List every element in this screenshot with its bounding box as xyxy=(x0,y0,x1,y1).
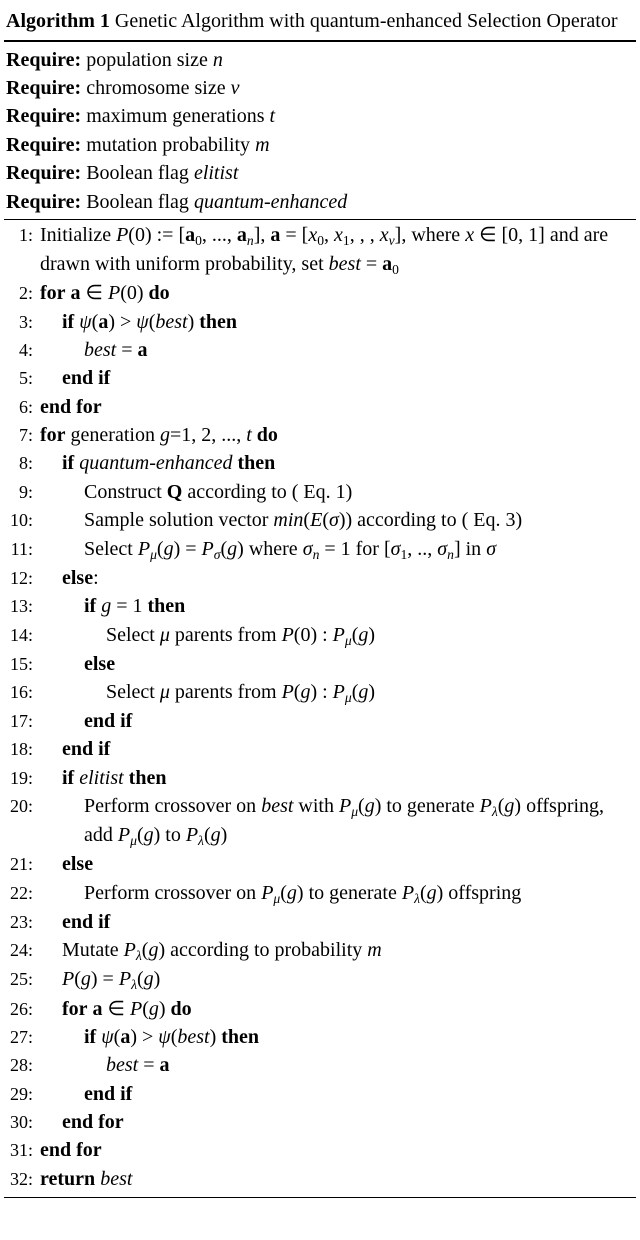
rule-bottom xyxy=(4,1197,636,1198)
algorithm-line xyxy=(6,506,634,534)
algorithm-line xyxy=(6,650,634,678)
line-number: 22: xyxy=(9,882,33,903)
algorithm-line xyxy=(6,764,634,792)
require-row xyxy=(6,188,634,216)
require-keyword: Require: xyxy=(6,76,82,99)
algorithm-line xyxy=(6,336,634,364)
line-number: 28: xyxy=(9,1055,33,1076)
algorithm-line xyxy=(6,965,634,994)
line-text: end if xyxy=(84,1082,133,1105)
line-number: 6: xyxy=(18,396,33,417)
algorithm-line xyxy=(6,936,634,965)
line-number: 25: xyxy=(9,969,33,990)
line-text: else xyxy=(62,853,94,876)
require-text: chromosome size v xyxy=(86,76,240,99)
line-text: return best xyxy=(40,1167,133,1190)
line-number: 19: xyxy=(9,767,33,788)
line-text: for a ∈ P(0) do xyxy=(40,282,170,305)
require-row xyxy=(6,102,634,130)
line-number: 7: xyxy=(18,425,33,446)
line-number: 16: xyxy=(9,682,33,702)
line-text: $P(g) = P_\lambda(g)$ xyxy=(62,968,161,993)
require-row xyxy=(6,131,634,159)
algorithm-line xyxy=(6,478,634,506)
line-number: 18: xyxy=(9,739,33,760)
line-text: best = a xyxy=(84,338,148,361)
line-text: end if xyxy=(84,710,133,733)
line-text: else xyxy=(84,652,116,675)
require-text: maximum generations t xyxy=(86,105,276,128)
line-number: 2: xyxy=(18,283,33,304)
require-text: population size n xyxy=(86,48,223,71)
require-keyword: Require: xyxy=(6,190,82,213)
algorithm-title xyxy=(4,6,636,40)
line-text: end for xyxy=(40,1139,102,1162)
algorithm-title-text: Genetic Algorithm with quantum-enhanced Selection Operator xyxy=(114,10,618,32)
algorithm-line xyxy=(6,393,634,421)
line-number: 15: xyxy=(9,653,33,674)
line-number: 9: xyxy=(18,481,33,502)
algorithm-line xyxy=(6,1108,634,1136)
line-number: 10: xyxy=(9,510,33,531)
algorithm-line xyxy=(6,1023,634,1051)
line-number: 14: xyxy=(9,624,33,645)
algorithm-line xyxy=(6,564,634,592)
algorithm-line xyxy=(6,707,634,735)
algorithm-line xyxy=(6,879,634,908)
line-number: 3: xyxy=(18,311,33,332)
line-number: 8: xyxy=(18,453,33,474)
line-number: 21: xyxy=(9,854,33,875)
require-keyword: Require: xyxy=(6,48,82,71)
line-text: end for xyxy=(62,1111,124,1134)
algorithm-line xyxy=(6,308,634,336)
algorithm-line xyxy=(6,421,634,449)
line-text: Initialize P(0) := [$a_0$, ..., $a_n$], $a = [x_0$, $x_1$, , , $x_v$], where x ∈ [0, 1] and are drawn with uniform probability, set best = $a_0$ xyxy=(40,223,609,277)
line-number: 1: xyxy=(18,224,33,245)
algorithm-label: Algorithm 1 xyxy=(6,10,110,32)
line-text: Mutate $P_\lambda(g)$ according to probability m xyxy=(62,939,382,964)
require-row xyxy=(6,74,634,102)
line-number: 12: xyxy=(9,567,33,588)
line-text: if g = 1 then xyxy=(84,595,186,618)
requires-list xyxy=(4,42,636,219)
line-text: if quantum-enhanced then xyxy=(62,452,276,475)
line-number: 23: xyxy=(9,911,33,932)
line-text: Select μ parents from P(0) : $P_\mu(g)$ xyxy=(106,623,376,648)
require-text: Boolean flag quantum-enhanced xyxy=(86,190,348,213)
require-keyword: Require: xyxy=(6,105,82,128)
line-text: Sample solution vector min(E(σ)) according to ( Eq. 3) xyxy=(84,509,523,532)
line-number: 31: xyxy=(9,1140,33,1161)
algorithm-line xyxy=(6,1165,634,1193)
line-number: 24: xyxy=(9,940,33,961)
algorithm-line xyxy=(6,678,634,707)
require-keyword: Require: xyxy=(6,133,82,156)
line-text: if elitist then xyxy=(62,766,167,789)
line-number: 17: xyxy=(9,711,33,732)
algorithm-line xyxy=(6,850,634,878)
algorithm-line xyxy=(6,908,634,936)
line-text: if ψ(a) > ψ(best) then xyxy=(62,310,238,333)
line-number: 20: xyxy=(9,796,33,817)
line-text: for generation g=1, 2, ..., t do xyxy=(40,424,278,447)
line-number: 5: xyxy=(18,368,33,389)
line-text: best = a xyxy=(106,1054,170,1077)
algorithm-line xyxy=(6,1136,634,1164)
line-text: Select μ parents from P(g) : $P_\mu(g)$ xyxy=(106,681,376,705)
require-keyword: Require: xyxy=(6,162,82,185)
line-number: 27: xyxy=(9,1026,33,1047)
require-text: mutation probability m xyxy=(86,133,270,156)
algorithm-line xyxy=(6,995,634,1023)
algorithm-line xyxy=(6,792,634,850)
line-number: 13: xyxy=(9,596,33,617)
algorithm-line xyxy=(6,735,634,763)
line-text: end if xyxy=(62,738,111,761)
algorithm-line xyxy=(6,364,634,392)
line-text: Perform crossover on best with $P_\mu(g)$ to generate $P_\lambda(g)$ offspring, add $P_\mu(g)$ to $P_\lambda(g)$ xyxy=(84,795,605,849)
line-number: 32: xyxy=(9,1168,33,1189)
line-text: end if xyxy=(62,367,111,390)
line-number: 4: xyxy=(18,339,33,360)
require-row xyxy=(6,46,634,74)
line-text: else: xyxy=(62,566,99,589)
line-number: 11: xyxy=(10,538,33,559)
line-number: 29: xyxy=(9,1083,33,1104)
algorithm-line xyxy=(6,449,634,477)
line-text: if ψ(a) > ψ(best) then xyxy=(84,1025,260,1048)
algorithm-lines xyxy=(4,220,636,1197)
algorithm-line xyxy=(6,592,634,620)
require-row xyxy=(6,159,634,187)
algorithm-line xyxy=(6,1051,634,1079)
line-text: Perform crossover on $P_\mu(g)$ to generate $P_\lambda(g)$ offspring xyxy=(84,881,522,906)
algorithm-line xyxy=(6,1080,634,1108)
require-text: Boolean flag elitist xyxy=(86,162,239,185)
line-text: Construct Q according to ( Eq. 1) xyxy=(84,480,353,503)
line-number: 30: xyxy=(9,1112,33,1133)
algorithm-line xyxy=(6,279,634,307)
line-text: end for xyxy=(40,395,102,418)
algorithm-line xyxy=(6,621,634,650)
line-text: end if xyxy=(62,910,111,933)
algorithm-line xyxy=(6,535,634,564)
line-text: for a ∈ P(g) do xyxy=(62,997,192,1020)
line-number: 26: xyxy=(9,998,33,1019)
line-text: Select $P_\mu(g) = P_\sigma(g)$ where $\sigma_n = 1$ for [$\sigma_1$, .., $\sigma_n$] in σ xyxy=(84,537,497,562)
algorithm-line xyxy=(6,221,634,279)
